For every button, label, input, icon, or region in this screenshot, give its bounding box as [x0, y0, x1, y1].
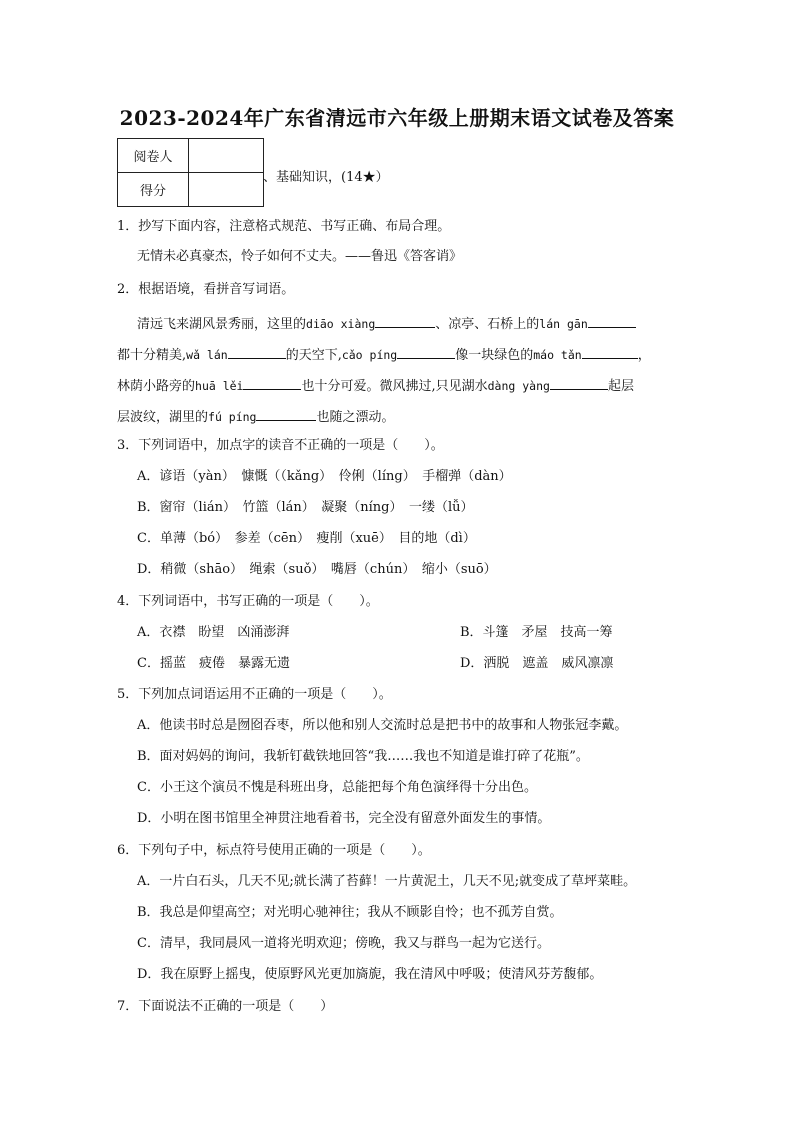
q4-option-a[interactable]: A．衣襟 盼望 凶涌澎湃: [137, 625, 290, 640]
q6-option-a[interactable]: A．一片白石头，几天不见;就长满了苔藓！一片黄泥土，几天不见;就变成了草坪菜畦。: [137, 874, 637, 889]
q2-line-1: [137, 313, 636, 334]
pinyin: fú píng: [208, 410, 257, 424]
score-box: [117, 138, 264, 207]
q2-text: 也随之漂动。: [316, 410, 395, 425]
q6-option-b[interactable]: B．我总是仰望高空；对光明心驰神往；我从不顾影自怜；也不孤芳自赏。: [137, 905, 563, 920]
q3-option-d[interactable]: D．稍微（shāo） 绳索（suǒ） 嘴唇（chún） 缩小（suō）: [137, 562, 497, 577]
q4-option-b[interactable]: B．斗篷 矛屋 技高一筹: [460, 625, 613, 640]
q2-text: 、凉亭、石桥上的: [435, 317, 540, 332]
reviewer-label: 阅卷人: [118, 139, 189, 173]
answer-blank[interactable]: [256, 406, 316, 421]
q6-option-d[interactable]: D．我在原野上摇曳，使原野风光更加旖旎，我在清风中呼吸；使清风芬芳馥郁。: [137, 967, 603, 982]
score-blank[interactable]: [189, 173, 264, 207]
answer-blank[interactable]: [550, 375, 608, 390]
q5-option-b[interactable]: B．面对妈妈的询问，我斩钉截铁地回答“我……我也不知道是谁打碎了花瓶”。: [137, 749, 589, 764]
q2-text: 也十分可爱。微风拂过,只见湖水: [301, 379, 488, 394]
q2-text: ，: [637, 348, 651, 363]
q3-option-b[interactable]: B．窗帘（lián） 竹篮（lán） 凝聚（níng） 一缕（lǚ）: [137, 500, 474, 515]
answer-blank[interactable]: [397, 344, 455, 359]
q5-option-d[interactable]: D．小明在图书馆里全神贯注地看着书，完全没有留意外面发生的事情。: [137, 811, 551, 826]
q3-stem: 3．下列词语中，加点字的读音不正确的一项是（ ）。: [117, 438, 444, 453]
q2-text: 起层: [607, 379, 634, 394]
q6-stem: 6．下列句子中，标点符号使用正确的一项是（ ）。: [117, 843, 431, 858]
answer-blank[interactable]: [588, 313, 636, 328]
answer-blank[interactable]: [243, 375, 301, 390]
page-title: 2023-2024年广东省清远市六年级上册期末语文试卷及答案: [119, 106, 675, 130]
q4-option-c[interactable]: C．摇蓝 疲倦 暴露无遗: [137, 656, 290, 671]
pinyin: dàng yàng: [487, 379, 550, 393]
q6-option-c[interactable]: C．清早，我同晨风一道将光明欢迎；傍晚，我又与群鸟一起为它送行。: [137, 936, 550, 951]
section-heading: 、基础知识，(14★）: [263, 170, 389, 185]
q2-text: 像一块绿色的: [455, 348, 534, 363]
q2-text: 层波纹，湖里的: [117, 410, 209, 425]
pinyin: cǎo píng: [341, 348, 398, 362]
q2-text: 清远飞来湖风景秀丽，这里的: [137, 317, 307, 332]
reviewer-blank[interactable]: [189, 139, 264, 173]
q4-stem: 4．下列词语中，书写正确的一项是（ ）。: [117, 594, 379, 609]
pinyin: huā lěi: [195, 379, 244, 393]
q3-option-a[interactable]: A．谚语（yàn） 慷慨（（kǎng） 伶俐（líng） 手榴弹（dàn）: [137, 469, 512, 484]
pinyin: diāo xiàng: [306, 317, 376, 331]
q2-text: 都十分精美,: [117, 348, 187, 363]
q2-stem: 2．根据语境，看拼音写词语。: [117, 282, 295, 297]
pinyin: wǎ lán: [186, 348, 228, 362]
pinyin: lán gān: [539, 317, 588, 331]
q5-option-c[interactable]: C．小王这个演员不愧是科班出身，总能把每个角色演绎得十分出色。: [137, 780, 537, 795]
score-label: 得分: [118, 173, 189, 207]
answer-blank[interactable]: [375, 313, 435, 328]
q1-stem: 1．抄写下面内容，注意格式规范、书写正确、布局合理。: [117, 219, 451, 234]
q1-text: 无情未必真豪杰，怜子如何不丈夫。——鲁迅《答客诮》: [137, 249, 463, 264]
pinyin: máo tǎn: [533, 348, 582, 362]
q2-line-2: [117, 344, 651, 365]
q5-option-a[interactable]: A．他读书时总是囫囵吞枣，所以他和别人交流时总是把书中的故事和人物张冠李戴。: [137, 718, 628, 733]
q2-text: 的天空下,: [285, 348, 342, 363]
q4-option-d[interactable]: D．洒脱 遮盖 威风凛凛: [460, 656, 614, 671]
q2-text: 林荫小路旁的: [117, 379, 196, 394]
q2-line-3: [117, 375, 634, 396]
q7-stem: 7．下面说法不正确的一项是（ ）: [117, 999, 334, 1014]
q5-stem: 5．下列加点词语运用不正确的一项是（ ）。: [117, 687, 392, 702]
answer-blank[interactable]: [582, 344, 638, 359]
answer-blank[interactable]: [228, 344, 286, 359]
q3-option-c[interactable]: C．单薄（bó） 参差（cēn） 瘦削（xuē） 目的地（dì）: [137, 531, 476, 546]
q2-line-4: [117, 406, 395, 427]
